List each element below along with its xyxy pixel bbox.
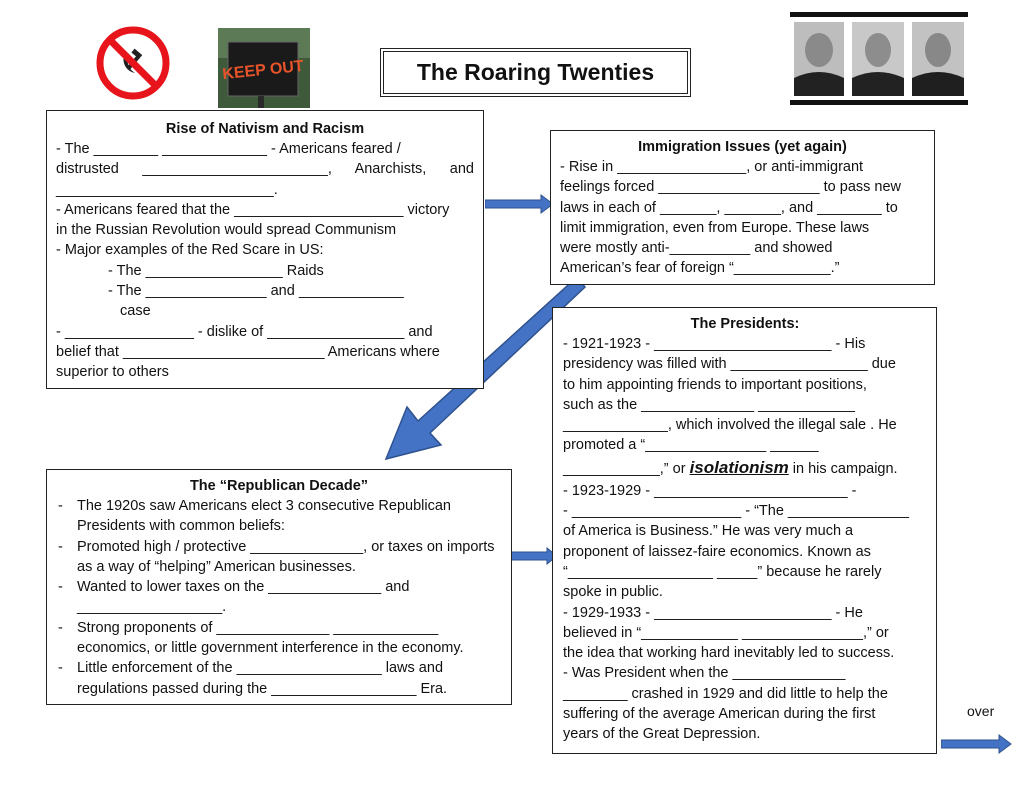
- over-label: over: [967, 703, 995, 719]
- text-line: American’s fear of foreign “____________.”: [560, 260, 840, 277]
- text-line: - 1929-1933 - ______________________ - He: [563, 604, 863, 621]
- text-line: - The ________ _____________ - Americans feared /: [56, 141, 401, 157]
- text-line: limit immigration, even from Europe. These laws: [560, 219, 870, 236]
- text-line: superior to others: [56, 364, 169, 381]
- text-line: the idea that working hard inevitably led to success.: [563, 645, 895, 662]
- text-line: ________ crashed in 1929 and did little to help the: [563, 685, 888, 702]
- keep-out-sign-image: [218, 28, 310, 108]
- text-line: promoted a “_______________ ______: [563, 437, 819, 454]
- arrow-over-icon: [941, 733, 1013, 755]
- nativism-box: [46, 110, 484, 389]
- text-line: - The _______________ and _____________: [108, 283, 404, 300]
- republican-box: [46, 469, 512, 705]
- list-item: - Wanted to lower taxes on the ______________ and __________________.: [56, 577, 502, 618]
- text-line: - Major examples of the Red Scare in US:: [56, 242, 324, 259]
- presidents-photos-image: [790, 12, 968, 106]
- list-item: - Strong proponents of ______________ _____________ economics, or little government interference in the economy.: [56, 618, 502, 659]
- text-line: - 1921-1923 - ______________________ - His: [563, 336, 866, 352]
- republican-list: [56, 496, 502, 699]
- text-line: belief that _________________________ Americans where: [56, 343, 440, 360]
- text-line: suffering of the average American during the first: [563, 706, 876, 723]
- text-line: distrusted _______________________, Anarchists, and: [56, 161, 474, 178]
- presidents-heading: The Presidents:: [690, 316, 800, 332]
- list-item: - The 1920s saw Americans elect 3 consecutive Republican Presidents with common beliefs:: [56, 496, 502, 537]
- text-line: proponent of laissez-faire economics. Known as: [563, 543, 871, 560]
- svg-text:KEEP OUT: KEEP OUT: [221, 57, 305, 84]
- text-line: were mostly anti-__________ and showed: [560, 240, 833, 257]
- text-line: such as the ______________ ____________: [563, 396, 855, 413]
- text-line: case: [120, 303, 151, 320]
- text-line: - 1923-1929 - ________________________ -: [563, 482, 857, 499]
- text-line: feelings forced ____________________ to pass new: [560, 179, 902, 196]
- arrow-right-1-icon: [485, 194, 555, 214]
- list-item: - Promoted high / protective ______________, or taxes on imports as a way of “helping” American businesses.: [56, 537, 502, 578]
- text-line: [563, 456, 927, 481]
- text-line: - Rise in ________________, or anti-immigrant: [560, 159, 864, 175]
- text-line: ___________________________.: [56, 181, 278, 198]
- immigration-heading: Immigration Issues (yet again): [638, 139, 847, 155]
- republican-heading: The “Republican Decade”: [189, 478, 369, 494]
- text-line: laws in each of _______, _______, and ________ to: [560, 199, 898, 216]
- text-line: - Americans feared that the _____________________ victory: [56, 201, 450, 218]
- text-line: presidency was filled with _________________ due: [563, 356, 896, 373]
- isolationism-term: isolationism: [689, 457, 789, 477]
- title-box: [380, 48, 691, 97]
- presidents-box: [552, 307, 937, 754]
- text-line: - ________________ - dislike of _________________ and: [56, 323, 433, 340]
- no-communism-sign-icon: [95, 25, 171, 101]
- text-line: years of the Great Depression.: [563, 726, 761, 743]
- immigration-box: [550, 130, 935, 285]
- text-line: in the Russian Revolution would spread Communism: [56, 222, 397, 239]
- text-line: - Was President when the ______________: [563, 665, 846, 682]
- text-line: “__________________ _____” because he rarely: [563, 563, 882, 580]
- text-line: _____________, which involved the illegal sale . He: [563, 417, 897, 434]
- text-line: spoke in public.: [563, 584, 663, 601]
- text-fragment: in his campaign.: [788, 460, 898, 477]
- text-fragment: ____________,” or: [563, 460, 690, 477]
- text-line: believed in “____________ _______________,” or: [563, 624, 889, 641]
- page-title: The Roaring Twenties: [383, 51, 688, 94]
- text-line: - The _________________ Raids: [108, 262, 324, 279]
- nativism-heading: Rise of Nativism and Racism: [165, 121, 365, 137]
- text-line: of America is Business.” He was very much a: [563, 523, 854, 540]
- text-line: - _____________________ - “The _______________: [563, 503, 909, 520]
- list-item: - Little enforcement of the __________________ laws and regulations passed during the __________________ Era.: [56, 658, 502, 699]
- text-line: to him appointing friends to important positions,: [563, 376, 867, 393]
